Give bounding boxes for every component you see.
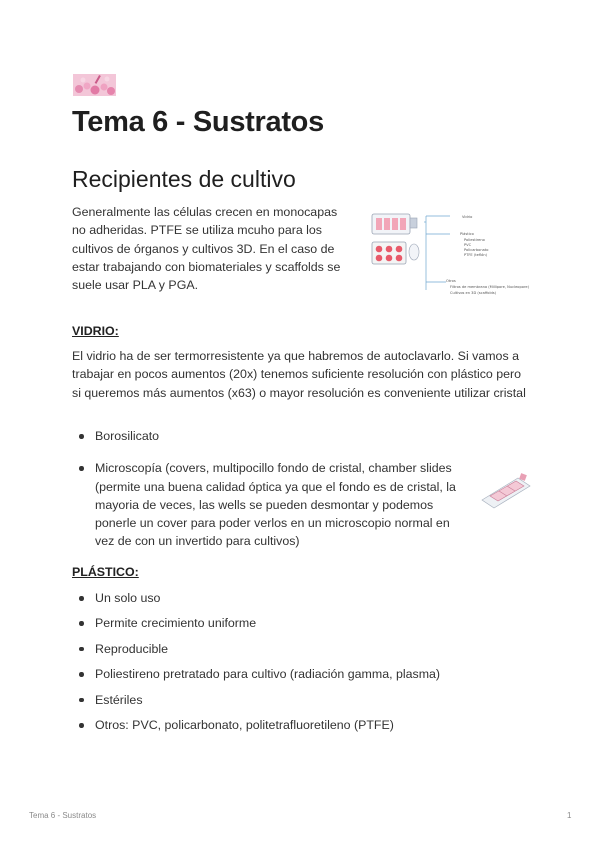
vidrio-heading: VIDRIO:	[72, 324, 119, 338]
list-item: Microscopía (covers, multipocillo fondo de cristal, chamber slides (permite una buena calidad óptica ya que el fondo es de cristal, la mayoria de veces, las wells se pueden desmontar y podemos ponerle un cover para poder verlos en un microscopio normal en vez de con un invertido para cultivos)	[72, 459, 465, 550]
list-item: Otros: PVC, policarbonato, politetrafluoretileno (PTFE)	[72, 716, 532, 734]
vidrio-list	[72, 427, 492, 551]
fig1-label-plastico: Plástico	[460, 232, 474, 236]
fig1-label-cultivos3d: Cultivos en 3D (scaffolds)	[450, 291, 497, 295]
page-cover-icon	[73, 74, 116, 96]
fig1-label-otros: Otros	[446, 279, 456, 283]
list-item: Estériles	[72, 691, 532, 709]
culture-vessels-figure	[366, 208, 534, 300]
plastico-heading: PLÁSTICO:	[72, 565, 139, 579]
list-item: Reproducible	[72, 640, 532, 658]
plastico-list	[72, 589, 532, 742]
chamber-slide-figure	[480, 470, 532, 512]
section-title: Recipientes de cultivo	[72, 166, 296, 192]
list-item: Borosilicato	[72, 427, 492, 445]
fig1-label-policarbonato: Policarbonato	[464, 248, 489, 252]
fig1-label-filtros: Filtros de membrana (Millipore, Nucleopore)	[450, 285, 529, 289]
list-item: Permite crecimiento uniforme	[72, 614, 532, 632]
fig1-label-vidrio: Vidrio	[462, 215, 473, 219]
vidrio-paragraph: El vidrio ha de ser termorresistente ya que habremos de autoclavarlo. Si vamos a trabajar en pocos aumentos (20x) tenemos suficiente resolución con plástico pero si queremos más aumentos (x63) o mayor resolución es conveniente utilizar cristal	[72, 349, 526, 400]
list-item: Un solo uso	[72, 589, 532, 607]
fig1-label-pvc: PVC	[464, 243, 472, 247]
page-title: Tema 6 - Sustratos	[72, 106, 324, 138]
intro-paragraph: Generalmente las células crecen en monocapas no adheridas. PTFE se utiliza mcuho para los cultivos de órganos y cultivos 3D. En el caso de estar trabajando con biomateriales y scaffolds se suele usar PLA y PGA.	[72, 205, 341, 293]
fig1-label-ptfe: PTFE (teflón)	[464, 253, 488, 257]
fig1-label-poliestireno: Poliestireno	[464, 238, 485, 242]
list-item: Poliestireno pretratado para cultivo (radiación gamma, plasma)	[72, 665, 532, 683]
page-number: 1	[567, 811, 572, 820]
footer-title: Tema 6 - Sustratos	[29, 811, 97, 820]
